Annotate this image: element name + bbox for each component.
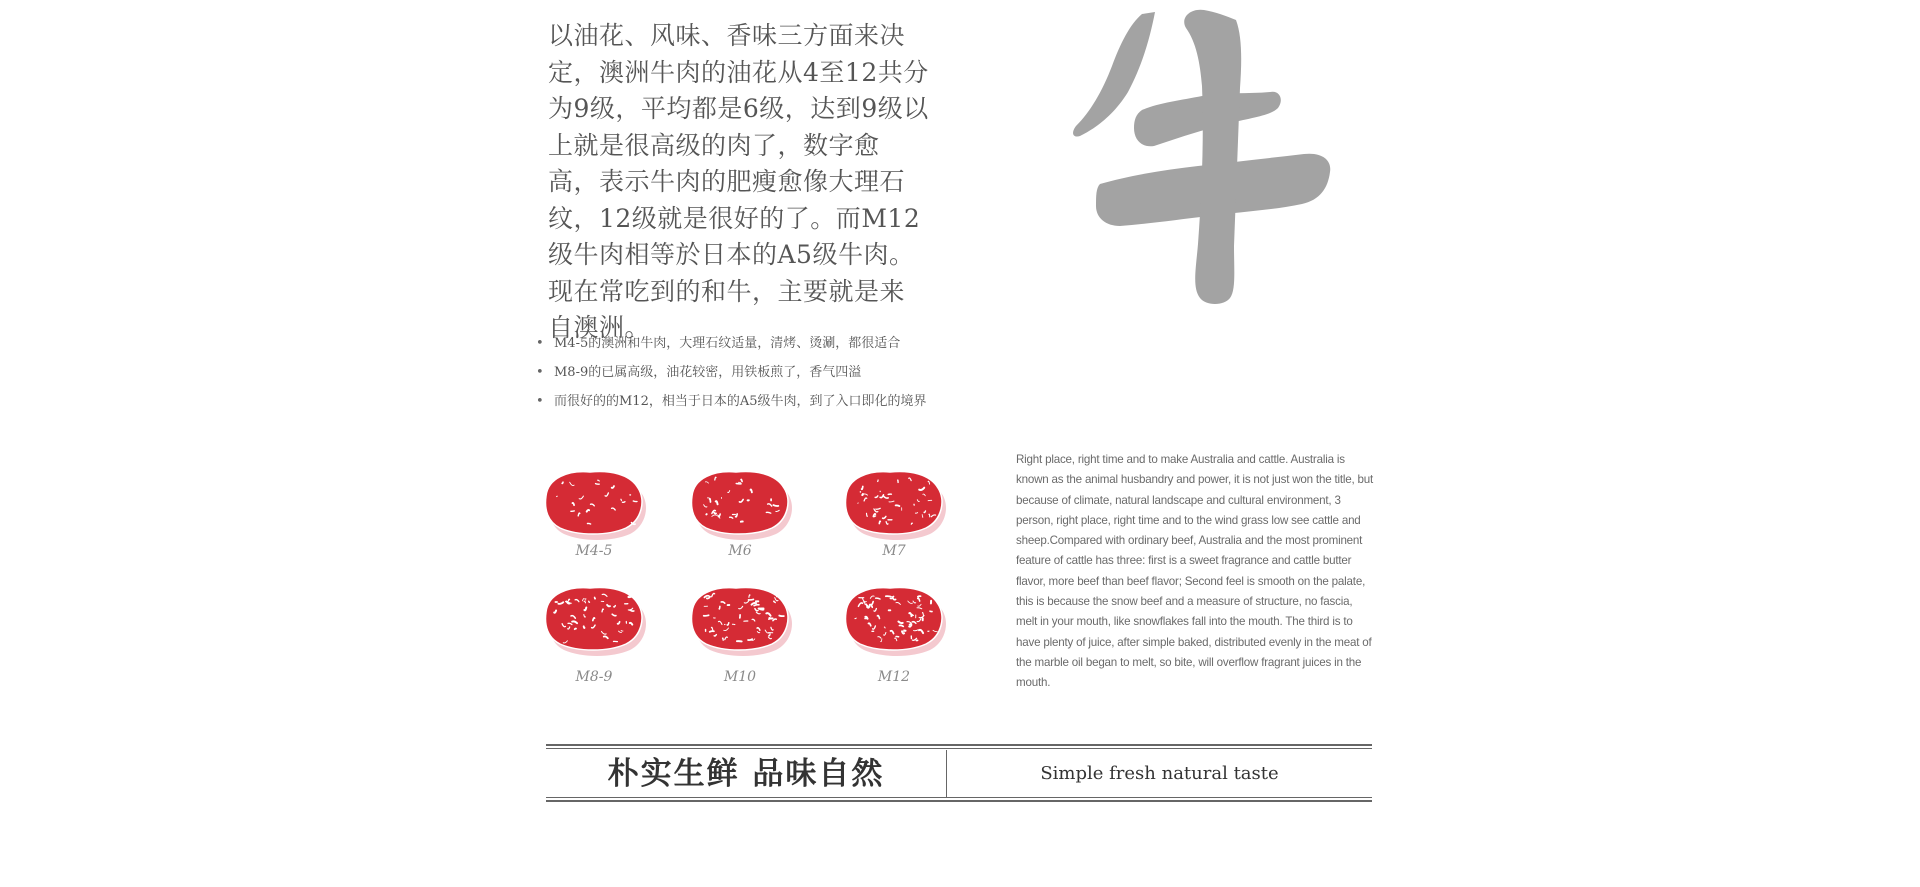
- grade-note-m4-5: • M4-5的澳洲和牛肉，大理石纹适量，清烤、烫涮，都很适合: [536, 333, 927, 362]
- slogan-chinese: 朴实生鲜 品味自然: [607, 756, 885, 792]
- grade-label-m10: M10: [723, 669, 757, 685]
- fat-marbling-streak: [595, 597, 596, 598]
- slogan-english: Simple fresh natural taste: [1040, 763, 1279, 784]
- steak-meat: [546, 472, 642, 534]
- steak-m7: [838, 462, 950, 544]
- english-description: Right place, right time and to make Australia and cattle. Australia is known as the animal husbandry and power, it is not just won the title, but because of climate, natural landscape and cultural environment, 3 person, right place, right time and to the wind grass low see cattle and sheep.Compared with ordinary beef, Australia and the most prominent feature of cattle has three: first is a sweet fragrance and cattle butter flavor, more beef than beef flavor; Second feel is smooth on the palate, this is because the snow beef and a measure of structure, no fascia, melt in your mouth, like snowflakes fall into the mouth. The third is to have plenty of juice, after simple baked, distributed evenly in the meat of the marble oil began to melt, so bite, will overflow fragrant juices in the mouth.: [1016, 453, 1374, 690]
- stroke-vertical: [1184, 10, 1241, 304]
- fat-marbling-streak: [896, 505, 900, 506]
- fat-marbling-streak: [855, 618, 856, 619]
- steak-illustration: [684, 578, 796, 660]
- steak-illustration: [838, 578, 950, 660]
- banner-bottom-rule-thin: [546, 797, 1372, 798]
- fat-marbling-streak: [588, 523, 591, 524]
- steak-illustration: [538, 462, 650, 544]
- fat-marbling-streak: [584, 626, 585, 628]
- steak-illustration: [838, 462, 950, 544]
- fat-marbling-streak: [562, 482, 563, 483]
- grade-notes-list: [536, 333, 927, 420]
- fat-marbling-streak: [633, 501, 637, 502]
- steak-m4-5: [538, 462, 650, 544]
- fat-marbling-streak: [710, 499, 711, 502]
- calligraphy-brush-strokes: [1030, 0, 1350, 315]
- fat-marbling-streak: [773, 505, 778, 506]
- fat-marbling-streak: [589, 601, 590, 602]
- steak-illustration: [538, 578, 650, 660]
- fat-marbling-streak: [723, 638, 724, 640]
- fat-marbling-streak: [569, 599, 570, 600]
- fat-marbling-streak: [596, 484, 600, 485]
- fat-marbling-streak: [749, 599, 754, 600]
- steak-m6: [684, 462, 796, 544]
- fat-marbling-streak: [575, 629, 576, 630]
- fat-marbling-streak: [621, 499, 622, 501]
- fat-marbling-streak: [779, 616, 784, 617]
- fat-marbling-streak: [704, 615, 709, 616]
- fat-marbling-streak: [918, 596, 921, 597]
- fat-marbling-streak: [710, 631, 714, 632]
- calligraphy-niu-character: [1030, 0, 1350, 315]
- fat-marbling-streak: [628, 596, 632, 597]
- grade-label-m6: M6: [728, 543, 752, 559]
- grade-label-m4-5: M4-5: [575, 543, 613, 559]
- steak-meat: [846, 472, 942, 534]
- fat-marbling-streak: [872, 606, 873, 607]
- fat-marbling-streak: [879, 521, 880, 523]
- slogan-banner: [546, 744, 1372, 802]
- grade-label-m8-9: M8-9: [575, 669, 613, 685]
- fat-marbling-streak: [714, 513, 716, 514]
- steak-m12: [838, 578, 950, 660]
- fat-marbling-streak: [748, 639, 752, 640]
- grade-note-m8-9: • M8-9的已属高级，油花较密，用铁板煎了，香气四溢: [536, 362, 927, 391]
- fat-marbling-streak: [862, 494, 863, 495]
- banner-top-rule: [546, 744, 1372, 746]
- grade-label-m7: M7: [882, 543, 906, 559]
- intro-paragraph: 以油花、风味、香味三方面来决定，澳洲牛肉的油花从4至12共分为9级，平均都是6级，达到9级以上就是很高级的肉了，数字愈高，表示牛肉的肥瘦愈像大理石纹，12级就是很好的了。而M12级牛肉相等於日本的A5级牛肉。现在常吃到的和牛，主要就是来自澳洲。: [548, 21, 929, 342]
- fat-marbling-streak: [910, 624, 912, 625]
- fat-marbling-streak: [878, 480, 879, 481]
- steak-illustration: [684, 462, 796, 544]
- fat-marbling-streak: [719, 606, 720, 609]
- grade-label-m12: M12: [877, 669, 911, 685]
- grade-note-m12: • 而很好的的M12，相当于日本的A5级牛肉，到了入口即化的境界: [536, 391, 927, 420]
- banner-top-rule-thin: [546, 748, 1372, 749]
- steak-m8-9: [538, 578, 650, 660]
- steak-m10: [684, 578, 796, 660]
- banner-bottom-rule: [546, 800, 1372, 802]
- fat-marbling-streak: [915, 513, 917, 514]
- fat-marbling-streak: [622, 502, 625, 503]
- fat-marbling-streak: [754, 605, 759, 606]
